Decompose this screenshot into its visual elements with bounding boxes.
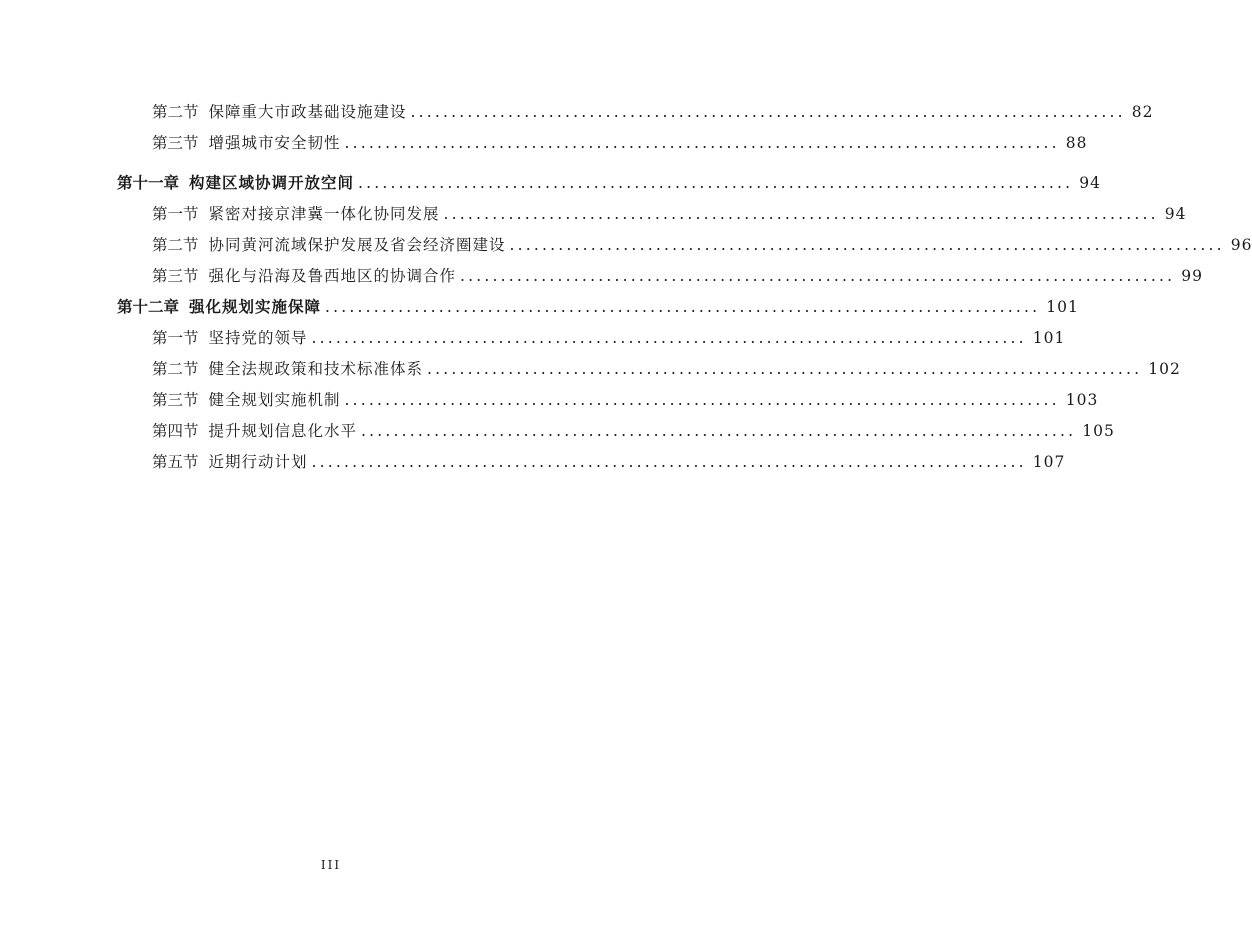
toc-entry-number: 第四节 (152, 422, 199, 440)
dot-leader: ........................................................................................ (443, 205, 1159, 223)
toc-entry-section[interactable] (152, 204, 1187, 224)
toc-entry-number: 第二节 (152, 360, 199, 378)
dot-leader: ........................................................................................ (361, 422, 1077, 440)
dot-leader: ........................................................................................ (311, 453, 1027, 471)
toc-entry-section[interactable] (152, 359, 1181, 379)
toc-entry-number: 第三节 (152, 391, 199, 409)
toc-entry-section[interactable] (152, 328, 1066, 348)
toc-entry-number: 第一节 (152, 329, 199, 347)
toc-entry-page: 82 (1131, 103, 1154, 121)
dot-leader: ........................................................................................ (460, 267, 1176, 285)
dot-leader: ........................................................................................ (358, 174, 1074, 192)
toc-entry-title: 近期行动计划 (208, 453, 308, 471)
toc-entry-title: 协同黄河流域保护发展及省会经济圈建设 (208, 236, 506, 254)
toc-entry-page: 101 (1032, 329, 1066, 347)
toc-entry-number: 第十二章 (117, 298, 180, 316)
page-number: III (320, 858, 342, 872)
toc-entry-page: 103 (1065, 391, 1099, 409)
toc-entry-number: 第二节 (152, 236, 199, 254)
toc-entry-page: 101 (1046, 298, 1079, 316)
toc-entry-title: 提升规划信息化水平 (208, 422, 358, 440)
toc-entry-title: 强化与沿海及鲁西地区的协调合作 (208, 267, 457, 285)
toc-entry-number: 第五节 (152, 453, 199, 471)
toc-entry-number: 第二节 (152, 103, 199, 121)
toc-entry-chapter[interactable] (117, 297, 1079, 317)
toc-entry-title: 强化规划实施保障 (189, 298, 322, 316)
dot-leader: ........................................................................................ (325, 298, 1041, 316)
dot-leader: ........................................................................................ (410, 103, 1126, 121)
toc-entry-number: 第一节 (152, 205, 199, 223)
toc-entry-title: 坚持党的领导 (208, 329, 308, 347)
toc-entry-page: 94 (1164, 205, 1187, 223)
toc-entry-title: 构建区域协调开放空间 (189, 174, 355, 192)
dot-leader: ........................................................................................ (427, 360, 1143, 378)
toc-entry-section[interactable] (152, 266, 1203, 286)
toc-entry-page: 107 (1032, 453, 1066, 471)
dot-leader: ........................................................................................ (509, 236, 1225, 254)
toc-entry-page: 102 (1148, 360, 1181, 378)
toc-entry-title: 健全法规政策和技术标准体系 (208, 360, 424, 378)
toc-entry-chapter[interactable] (117, 173, 1101, 193)
toc-entry-page: 105 (1082, 422, 1115, 440)
toc-entry-title: 紧密对接京津冀一体化协同发展 (208, 205, 440, 223)
toc-entry-section[interactable] (152, 452, 1066, 472)
toc-entry-section[interactable] (152, 235, 1252, 255)
toc-entry-section[interactable] (152, 390, 1099, 410)
toc-entry-section[interactable] (152, 102, 1154, 122)
toc-entry-number: 第十一章 (117, 174, 180, 192)
toc-entry-number: 第三节 (152, 134, 199, 152)
dot-leader: ........................................................................................ (344, 134, 1060, 152)
toc-entry-section[interactable] (152, 133, 1088, 153)
dot-leader: ........................................................................................ (344, 391, 1060, 409)
toc-entry-title: 增强城市安全韧性 (208, 134, 341, 152)
toc-entry-section[interactable] (152, 421, 1115, 441)
toc-entry-page: 99 (1181, 267, 1203, 285)
toc-entry-title: 健全规划实施机制 (208, 391, 341, 409)
toc-entry-page: 88 (1065, 134, 1088, 152)
toc-entry-page: 94 (1079, 174, 1101, 192)
toc-entry-title: 保障重大市政基础设施建设 (208, 103, 407, 121)
toc-entry-number: 第三节 (152, 267, 199, 285)
dot-leader: ........................................................................................ (311, 329, 1027, 347)
toc-entry-page: 96 (1230, 236, 1252, 254)
